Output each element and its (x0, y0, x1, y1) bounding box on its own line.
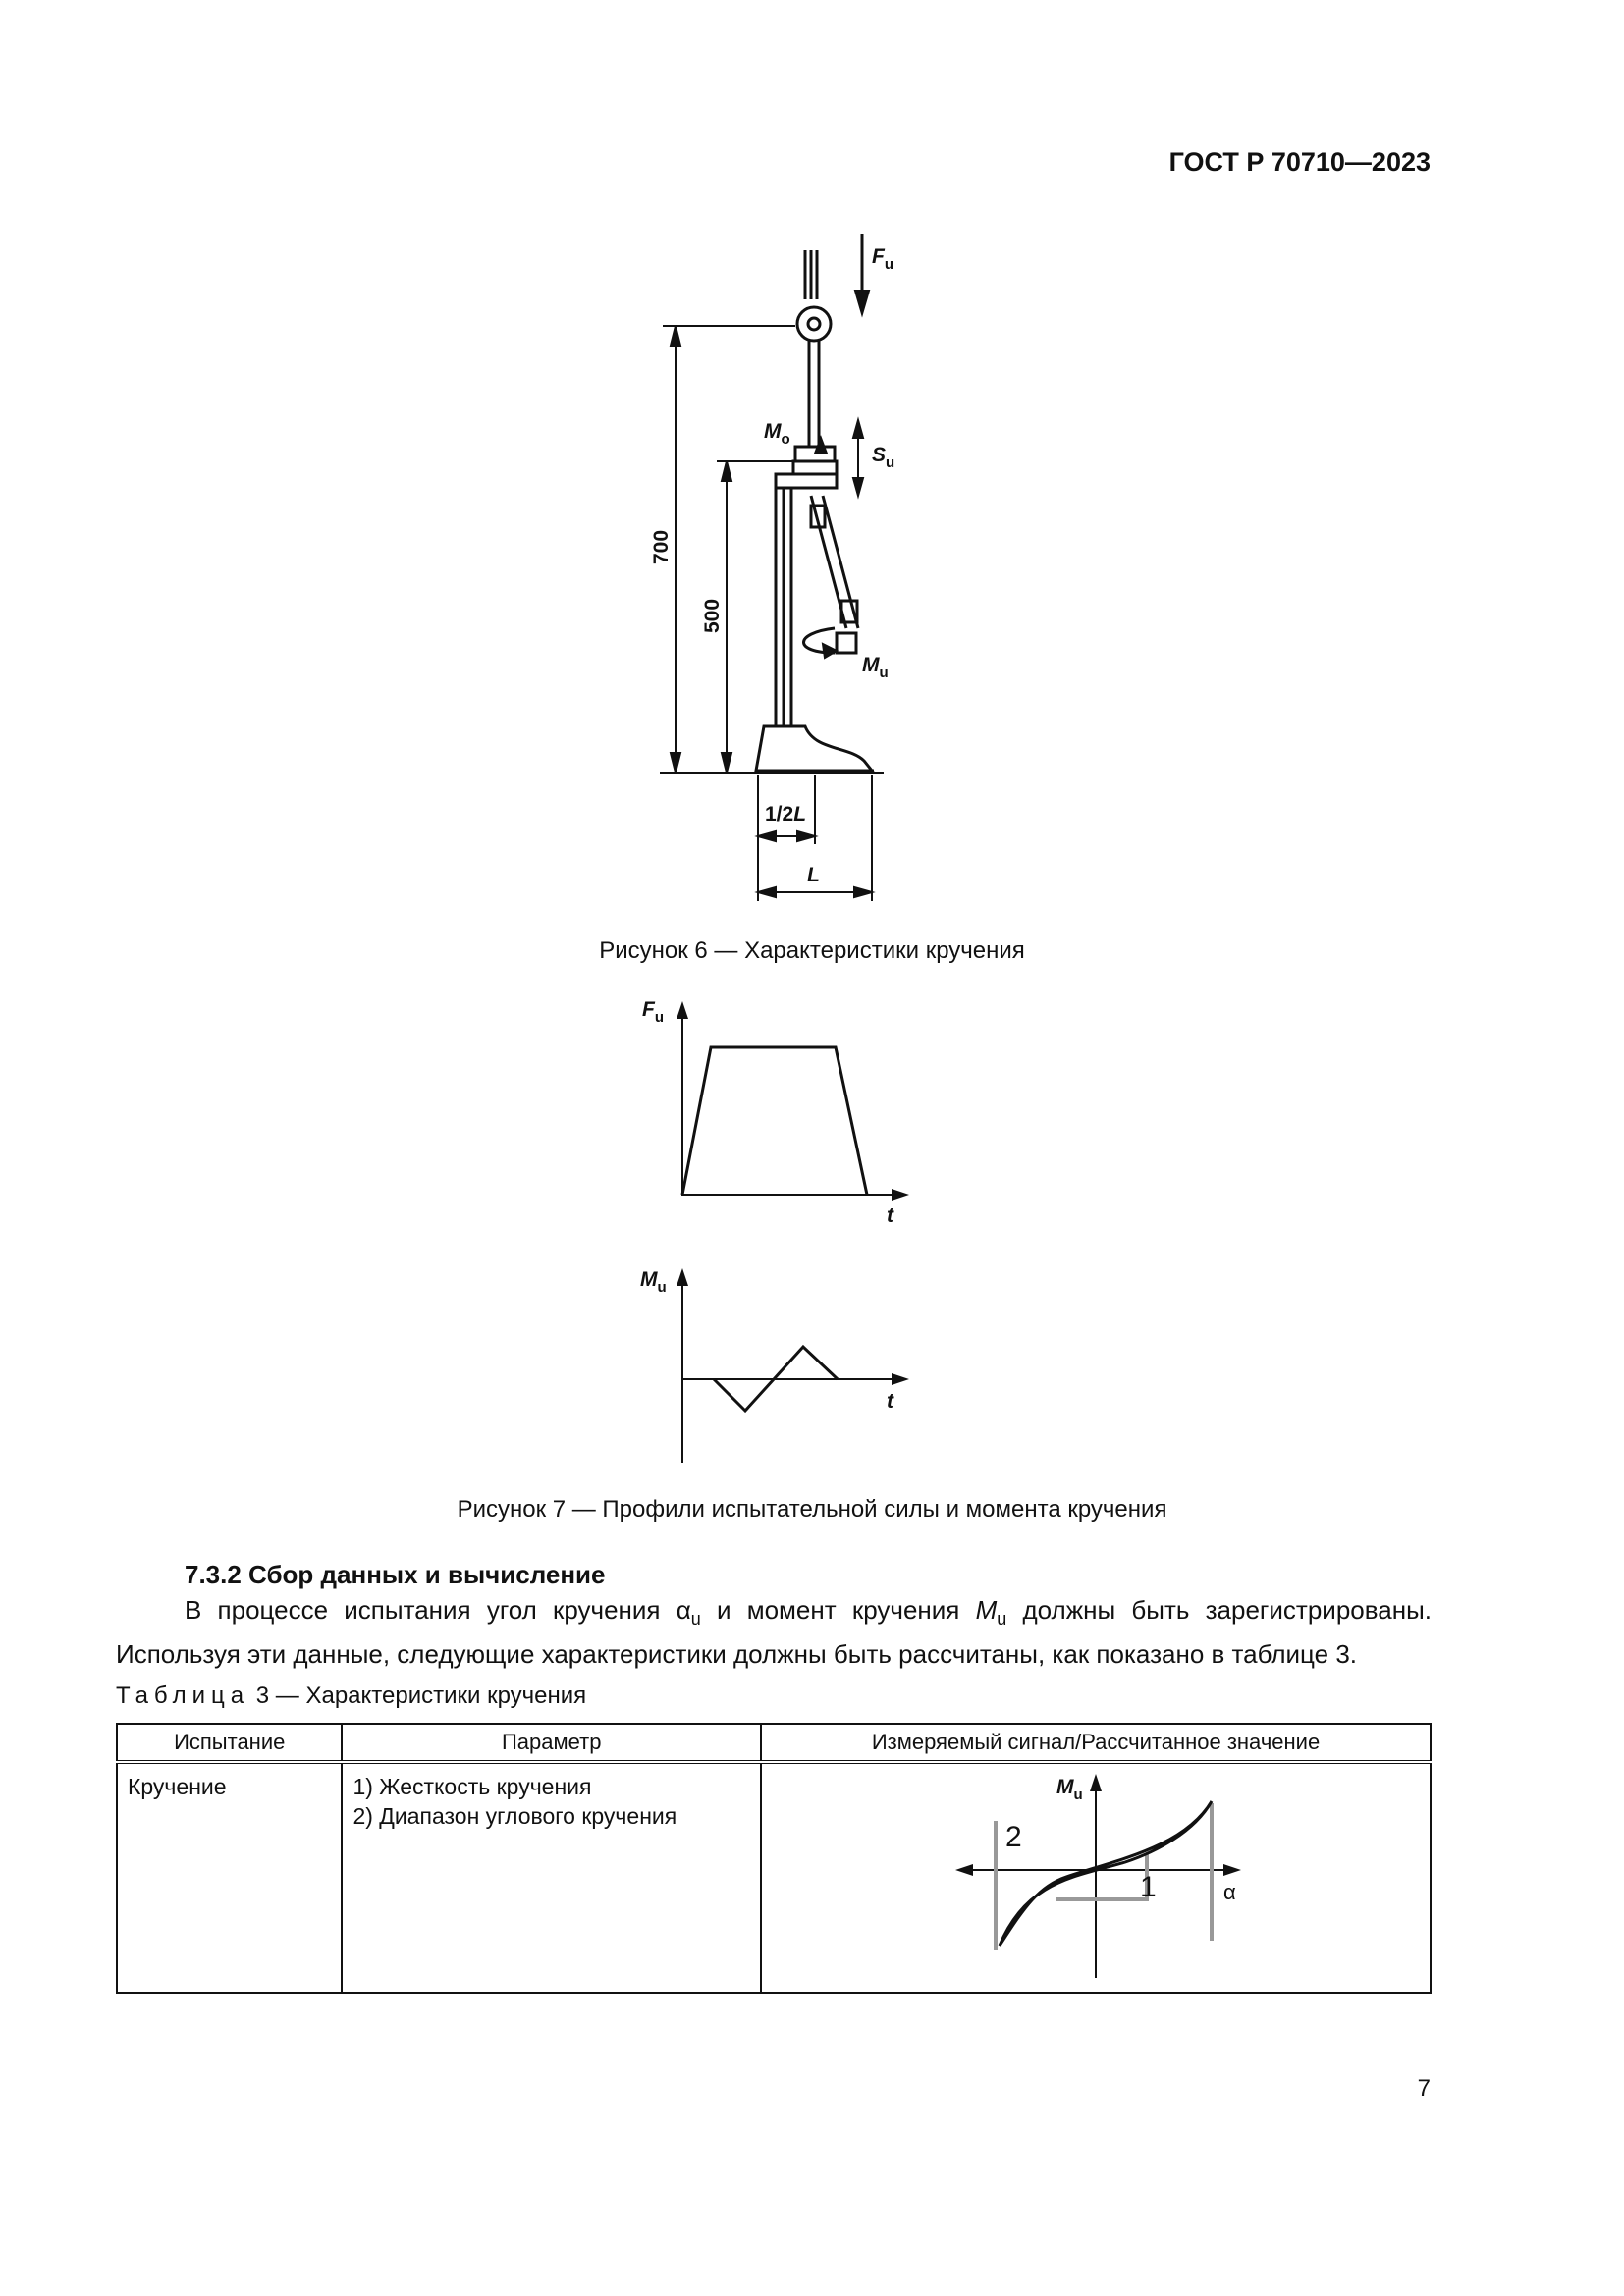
body-paragraph: В процессе испытания угол кручения $\alpha_u$ и момент кручения $M_u$ должны быть зарегистрированы. Используя эти данные, следующие характеристики должны быть рассчитаны, как показано в таблице 3. (116, 1595, 1432, 1670)
dim-700: 700 (650, 529, 673, 564)
bottom-xlabel: t (887, 1390, 893, 1413)
figure-6-diagram (0, 0, 1624, 933)
table-row (117, 1762, 1431, 1993)
label-mo: $M_o$ (764, 420, 790, 448)
cell-signal (761, 1762, 1431, 1993)
top-ylabel: $F_u$ (642, 998, 664, 1026)
figure-6-caption: Рисунок 6 — Характеристики кручения (599, 937, 1025, 964)
dim-l: L (807, 864, 820, 886)
label-mu: $M_u$ (862, 654, 889, 681)
dim-half-l: 1/2L (765, 803, 807, 826)
svg-text:2: 2 (1005, 1821, 1022, 1853)
cell-test: Кручение (117, 1762, 342, 1993)
param-2: 2) Диапазон углового кручения (352, 1803, 677, 1829)
figure-7-caption: Рисунок 7 — Профили испытательной силы и момента кручения (457, 1496, 1167, 1522)
svg-text:α: α (1223, 1880, 1236, 1904)
table-header-signal: Измеряемый сигнал/Рассчитанное значение (761, 1724, 1431, 1762)
prosthesis-test-rig (756, 250, 874, 771)
hysteresis-loop (1000, 1801, 1212, 1946)
label-su: $S_u$ (872, 444, 895, 471)
label-force: $F_u$ (872, 245, 893, 273)
param-1: 1) Жесткость кручения (352, 1774, 592, 1799)
section-heading: 7.3.2 Сбор данных и вычисление (185, 1560, 606, 1589)
top-xlabel: t (887, 1204, 893, 1227)
table-title: Таблица 3 — Характеристики кручения (116, 1682, 587, 1709)
hysteresis-plot (762, 1764, 1430, 1990)
bottom-ylabel: $M_u$ (640, 1268, 667, 1296)
table-header-test: Испытание (117, 1724, 342, 1762)
force-profile (682, 1047, 867, 1195)
svg-text:Mu: $M_u$ (1056, 1776, 1083, 1803)
document-header: ГОСТ Р 70710—2023 (1168, 147, 1431, 177)
dim-500: 500 (701, 598, 724, 633)
table-header-param: Параметр (342, 1724, 761, 1762)
characteristics-table (116, 1723, 1432, 1994)
svg-text:1: 1 (1140, 1871, 1157, 1903)
page-number: 7 (1417, 2075, 1431, 2102)
cell-params (342, 1762, 761, 1993)
figure-7-diagram (0, 982, 1624, 1472)
